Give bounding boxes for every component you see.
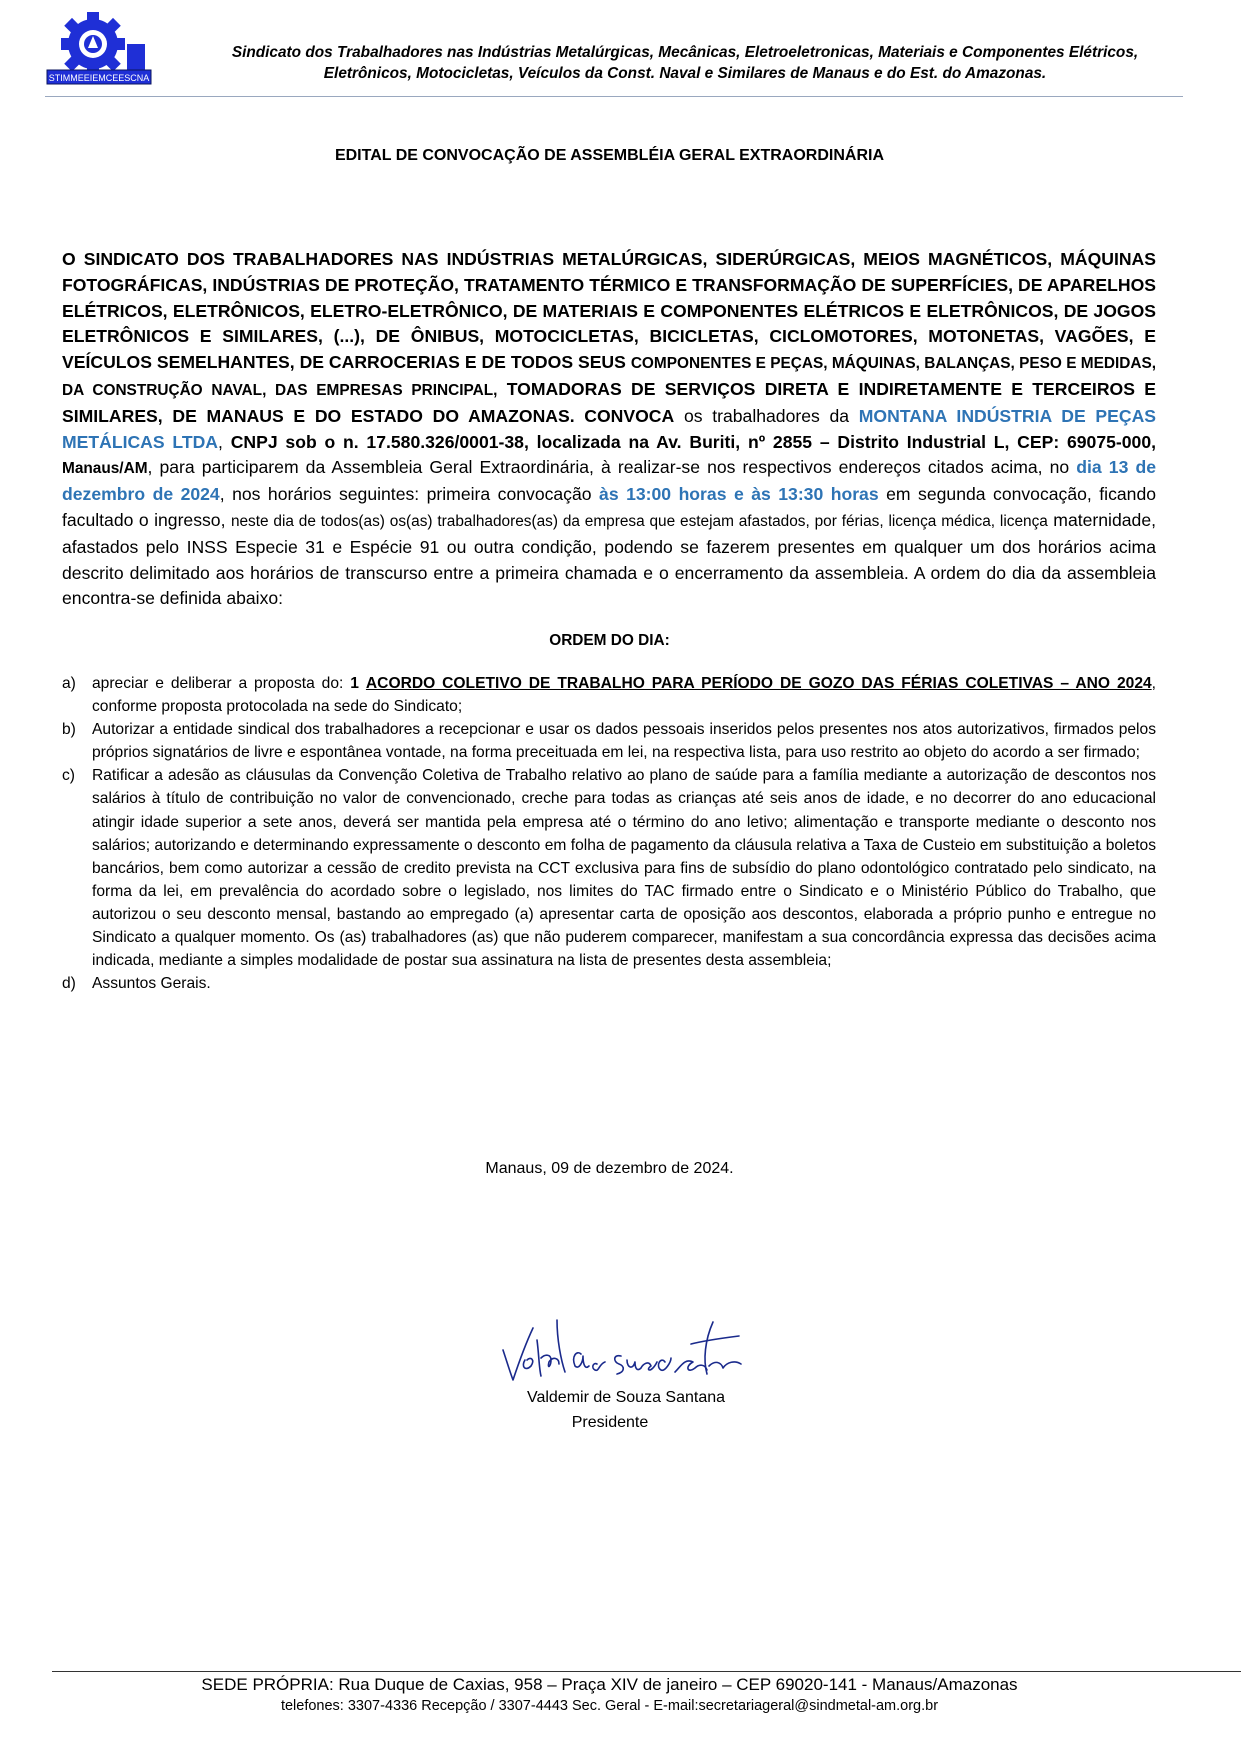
footer-address: SEDE PRÓPRIA: Rua Duque de Caxias, 958 – Praça XIV de janeiro – CEP 69020-141 - Manaus/Amazonas (201, 1675, 1018, 1694)
list-item (62, 764, 1156, 972)
gear-icon (45, 12, 167, 98)
intro-text-e: em segunda convocação, ficando facultado o ingresso, (62, 484, 1157, 530)
order-title: ORDEM DO DIA: (549, 632, 670, 649)
item-marker: a) (62, 675, 76, 692)
document-title: EDITAL DE CONVOCAÇÃO DE ASSEMBLÉIA GERAL EXTRAORDINÁRIA (334, 147, 885, 164)
intro-text-d: , nos horários seguintes: primeira convocação (219, 484, 592, 505)
list-item (62, 972, 1156, 995)
footer-contacts: telefones: 3307-4336 Recepção / 3307-4443 Sec. Geral - E-mail:secretariageral@sindmetal-am.org.br (280, 1698, 939, 1714)
handwritten-signature (495, 1300, 755, 1395)
signer-name: Valdemir de Souza Santana (526, 1389, 726, 1406)
signer-role: Presidente (571, 1414, 649, 1431)
item-a-post: , conforme proposta protocolada na sede do Sindicato; (92, 675, 1157, 716)
item-a-agreement: ACORDO COLETIVO DE TRABALHO PARA PERÍODO DE GOZO DAS FÉRIAS COLETIVAS – ANO 2024 (365, 675, 1152, 692)
assembly-date: dia 13 de dezembro de 2024 (62, 457, 1156, 505)
intro-text-c: , para participarem da Assembleia Geral Extraordinária, à realizar-se nos respectivos endereços citados acima, no (147, 457, 1070, 478)
place-date: Manaus, 09 de dezembro de 2024. (485, 1160, 734, 1177)
header-line-1: Sindicato dos Trabalhadores nas Indústrias Metalúrgicas, Mecânicas, Eletroeletronicas, Materiais e Componentes Elétricos, (231, 44, 1139, 61)
company-name: MONTANA INDÚSTRIA DE PEÇAS METÁLICAS LTDA (62, 405, 1157, 452)
order-list (62, 672, 1156, 995)
item-a-pre: apreciar e deliberar a proposta do: (92, 675, 344, 692)
intro-text-b: , (218, 431, 223, 452)
intro-text-a: os trabalhadores da (683, 405, 850, 426)
company-address: CNPJ sob o n. 17.580.326/0001-38, localizada na Av. Buriti, nº 2855 – Distrito Industrial L, CEP: 69075-000, (230, 431, 1157, 452)
footer-divider (52, 1671, 1241, 1672)
item-marker: c) (62, 767, 75, 785)
item-marker: b) (62, 721, 76, 739)
company-city: Manaus/AM (62, 460, 148, 478)
logo-text: STIMMEEIEMCEESCNA (48, 73, 150, 83)
list-item (62, 718, 1156, 764)
list-item (62, 672, 1156, 718)
item-text: Assuntos Gerais. (92, 975, 211, 993)
item-text: Ratificar a adesão as cláusulas da Convenção Coletiva de Trabalho relativo ao plano de saúde para a família mediante a autorização de descontos nos salários à título de contribuição no valor de convencionado, creche para todas as crianças até seis anos de idade, e no decorrer do ano educacional atingir idade superior a sete anos, deverá ser mantida pela empresa até o término do ano letivo; alimentação e transporte mediante o desconto nos salários; autorizando e determinando expressamente o desconto em folha de pagamento da cláusula relativa a Taxa de Custeio em substituição a boletos bancários, bem como autorizar a cessão de credito prevista na CCT exclusiva para fins de subsídio do plano odontológico contratado pelo sindicato, na forma da lei, em prevalência do acordado sobre o legislado, nos limites do TAC firmado entre o Sindicato e o Ministério Público do Trabalho, que autorizou o seu desconto mensal, bastando ao empregado (a) apresentar carta de oposição aos descontos, elaborada a próprio punho e entregue no Sindicato a qualquer momento. Os (as) trabalhadores (as) que não puderem comparecer, manifestam a sua concordância expressa das decisões acima indicada, mediante a simples modalidade de postar sua assinatura na lista de presentes desta assembleia; (92, 767, 1156, 970)
intro-bold-b: TOMADORAS DE SERVIÇOS DIRETA E INDIRETAMENTE E TERCEIROS E SIMILARES, DE MANAUS E DO ESTADO DO AMAZONAS. CONVOCA (62, 378, 1156, 426)
item-a-number: 1 (350, 675, 359, 692)
union-logo (45, 12, 167, 98)
intro-bold-a: O SINDICATO DOS TRABALHADORES NAS INDÚSTRIAS METALÚRGICAS, SIDERÚRGICAS, MEIOS MAGNÉTICOS, MÁQUINAS FOTOGRÁFICAS, INDÚSTRIAS DE PROTEÇÃO, TRATAMENTO TÉRMICO E TRANSFORMAÇÃO DE SUPERFÍCIES, DE APARELHOS ELÉTRICOS, ELETRÔNICOS, ELETRO-ELETRÔNICO, DE MATERIAIS E COMPONENTES ELÉTRICOS E ELETRÔNICOS, DE JOGOS ELETRÔNICOS E SIMILARES, (...), DE ÔNIBUS, MOTOCICLETAS, BICICLETAS, CICLOMOTORES, MOTONETAS, VAGÕES, E VEÍCULOS SEMELHANTES, DE CARROCERIAS E DE TODOS SEUS (62, 249, 1156, 373)
header-line-2: Eletrônicos, Motocicletas, Veículos da Const. Naval e Similares de Manaus e do Est. do Amazonas. (323, 65, 1047, 82)
intro-text-f: maternidade, afastados pelo INSS Especie 31 e Espécie 91 ou outra condição, podendo se fazerem presentes em qualquer um dos horários acima descrito delimitado aos horários de transcurso entre a primeira chamada e o encerramento da assembleia. A ordem do dia da assembleia encontra-se definida abaixo: (62, 509, 1156, 609)
convocation-paragraph (62, 247, 1156, 612)
assembly-times: às 13:00 horas e às 13:30 horas (599, 484, 879, 505)
intro-bold-small: COMPONENTES E PEÇAS, MÁQUINAS, BALANÇAS, PESO E MEDIDAS, DA CONSTRUÇÃO NAVAL, DAS EMPRESAS PRINCIPAL, (62, 355, 1157, 399)
item-text: Autorizar a entidade sindical dos trabalhadores a recepcionar e usar os dados pessoais inseridos pelos presentes nos atos autorizativos, firmados pelos próprios signatários de livre e espontânea vontade, na forma preceituada em lei, na respectiva lista, para uso restrito ao objeto do acordo a ser firmado; (92, 721, 1156, 762)
header-union-name (180, 42, 1190, 84)
item-text (92, 672, 1156, 718)
header-divider (45, 96, 1183, 97)
item-marker: d) (62, 975, 76, 993)
signature-image (495, 1300, 755, 1395)
intro-text-small: neste dia de todos(as) os(as) trabalhadores(as) da empresa que estejam afastados, por férias, licença médica, licença (230, 512, 1048, 530)
